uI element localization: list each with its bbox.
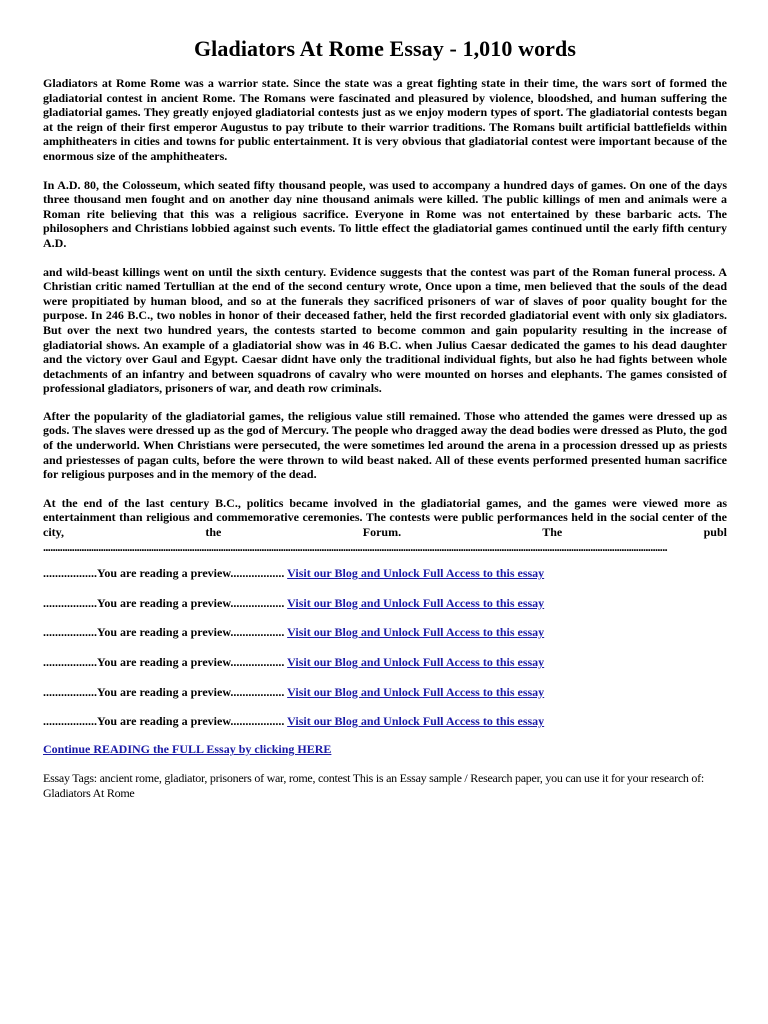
unlock-access-link[interactable]: Visit our Blog and Unlock Full Access to this essay: [287, 655, 545, 669]
essay-paragraph-2: In A.D. 80, the Colosseum, which seated fifty thousand people, was used to accompany a hundred days of games. On one of the days three thousand men fought and on another day nine thousand animals were killed. The public killings of men and animals were a Roman rite believing that this was a religious sacrifice. Everyone in Rome was not entertained by these barbaric acts. The philosophers and Christians lobbied against such events. To little effect the gladiatorial games continued until the early fifth century A.D.: [43, 177, 727, 250]
continue-reading-link[interactable]: Continue READING the FULL Essay by clicking HERE: [43, 742, 332, 757]
preview-list: [43, 566, 727, 729]
preview-notice: ..................You are reading a preview..................: [43, 684, 285, 699]
preview-notice: ..................You are reading a preview..................: [43, 625, 285, 640]
truncation-dots: ....................................................................................................................................................................................................................................................................: [43, 539, 668, 554]
preview-line: [43, 566, 727, 581]
unlock-access-link[interactable]: Visit our Blog and Unlock Full Access to this essay: [287, 684, 545, 699]
preview-line: [43, 625, 727, 640]
preview-line: [43, 714, 727, 729]
preview-notice: ..................You are reading a preview..................: [43, 655, 285, 669]
essay-paragraph-3: and wild-beast killings went on until the sixth century. Evidence suggests that the contest was part of the Roman funeral process. A Christian critic named Tertullian at the end of the second century wrote, Once upon a time, men believed that the souls of the dead were propitiated by human blood, and so at the funerals they sacrificed prisoners of war of slaves of poor quality bought for the purpose. In 246 B.C., two nobles in honor of their deceased father, held the first recorded gladiatorial event with only six gladiators. But over the next two hundred years, the contests started to become common and gain popularity resulting in the increase of gladiatorial shows. An example of a gladiatorial show was in 46 B.C. when Julius Caesar dedicated the games to his dead daughter and the victory over Gaul and Egypt. Caesar didnt have only the traditional individual fights, but also he had fights between whole detachments of an infantry and between squadrons of cavalry who were mounted on horses and elephants. The games consisted of professional gladiators, prisoners of war, and death row criminals.: [43, 264, 727, 396]
preview-notice: ..................You are reading a preview..................: [43, 566, 285, 581]
preview-line: [43, 655, 727, 670]
preview-line: [43, 685, 727, 700]
essay-paragraph-5: At the end of the last century B.C., politics became involved in the gladiatorial games, and the games were viewed more as entertainment than religious and commemorative ceremonies. The contests were public performances held in the social center of the city, the Forum. The publ: [43, 495, 727, 540]
preview-line: [43, 596, 727, 611]
continue-reading: [43, 742, 727, 757]
essay-paragraph-4: After the popularity of the gladiatorial games, the religious value still remained. Those who attended the games were dressed up as gods. The slaves were dressed up as the god of Mercury. The people who dragged away the dead bodies were dressed as Pluto, the god of the underworld. When Christians were persecuted, the were sometimes led around the arena in a procession dressed up as priests and priestesses of pagan cults, before the were thrown to wild beast naked. All of these events performed presented human sacrifice for religious purposes and in the memory of the dead.: [43, 408, 727, 482]
preview-notice: ..................You are reading a preview..................: [43, 714, 285, 729]
preview-notice: ..................You are reading a preview..................: [43, 595, 285, 610]
unlock-access-link[interactable]: Visit our Blog and Unlock Full Access to this essay: [287, 714, 545, 729]
unlock-access-link[interactable]: Visit our Blog and Unlock Full Access to this essay: [287, 566, 545, 581]
unlock-access-link[interactable]: Visit our Blog and Unlock Full Access to this essay: [287, 595, 545, 610]
essay-paragraph-1: Gladiators at Rome Rome was a warrior state. Since the state was a great fighting state in their time, the wars sort of formed the gladiatorial contest in ancient Rome. The Romans were fascinated and pleasured by violence, bloodshed, and human suffering the gladiatorial games. They greatly enjoyed gladiatorial contests just as we enjoy modern types of sport. The gladiatorial contests began at the reign of their first emperor Augustus to pay tribute to their warrior traditions. The Romans built artificial battlefields within amphitheaters in cities and towns for public entertainment. It is very obvious that gladiatorial contest were important because of the enormous size of the amphitheaters.: [43, 76, 727, 163]
essay-tags: Essay Tags: ancient rome, gladiator, prisoners of war, rome, contest This is an Essay sample / Research paper, you can use it for your research of: Gladiators At Rome: [43, 771, 704, 801]
essay-title: Gladiators At Rome Essay - 1,010 words: [193, 36, 577, 61]
unlock-access-link[interactable]: Visit our Blog and Unlock Full Access to this essay: [287, 625, 545, 640]
